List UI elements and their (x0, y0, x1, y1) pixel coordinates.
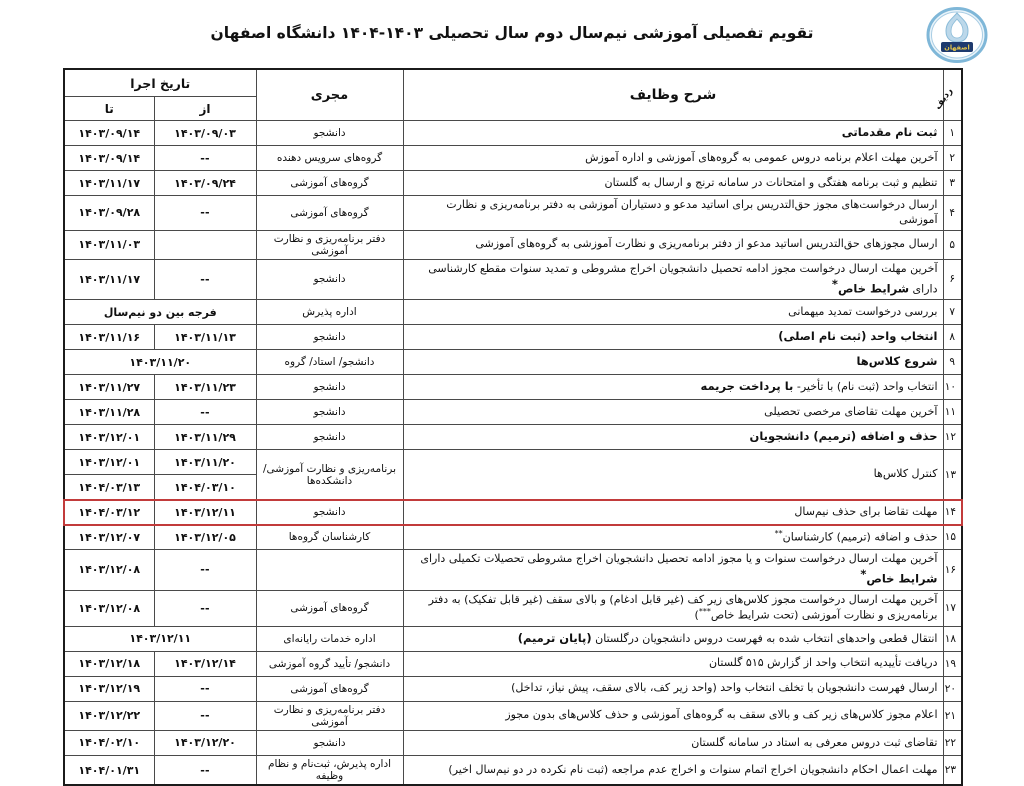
date-from-cell: ۱۴۰۴/۰۳/۱۰ (154, 475, 256, 500)
executor-cell: دانشجو/ استاد/ گروه (256, 350, 403, 375)
date-to-cell: ۱۴۰۳/۱۱/۱۶ (64, 325, 154, 350)
table-row (64, 300, 962, 325)
task-cell (403, 146, 943, 171)
task-cell (403, 676, 943, 701)
task-text-segment: با پرداخت جریمه (700, 379, 794, 394)
date-from-cell: -- (154, 146, 256, 171)
header-tasks: شرح وظایف (403, 69, 943, 121)
date-from-cell: -- (154, 550, 256, 590)
task-text-segment: بررسی درخواست تمدید میهمانی (788, 304, 938, 318)
executor-cell: دانشجو (256, 730, 403, 755)
table-row (64, 730, 962, 755)
table-row (64, 676, 962, 701)
row-number-cell: ۱۱ (943, 400, 962, 425)
task-cell (403, 325, 943, 350)
row-number-cell: ۱۹ (943, 651, 962, 676)
task-text-segment: * (860, 567, 867, 581)
executor-cell: کارشناسان گروه‌ها (256, 525, 403, 550)
task-cell (403, 196, 943, 231)
task-text-segment: تقاضای ثبت دروس معرفی به استاد در سامانه گلستان (691, 735, 938, 749)
row-number-cell: ۱۶ (943, 550, 962, 590)
row-number-cell: ۹ (943, 350, 962, 375)
task-cell (403, 590, 943, 626)
date-from-cell: ۱۴۰۳/۱۱/۲۳ (154, 375, 256, 400)
executor-cell (256, 550, 403, 590)
task-text-segment: مهلت تقاضا برای حذف نیم‌سال (794, 504, 938, 518)
task-text-segment: حذف و اضافه (ترمیم) دانشجویان (749, 429, 938, 444)
row-number-cell: ۲۰ (943, 676, 962, 701)
date-to-cell: ۱۴۰۴/۰۳/۱۲ (64, 500, 154, 525)
date-from-cell: ۱۴۰۳/۱۲/۰۵ (154, 525, 256, 550)
task-cell (403, 375, 943, 400)
executor-cell: دانشجو (256, 259, 403, 299)
executor-cell: دانشجو (256, 325, 403, 350)
row-number-cell: ۱۴ (943, 500, 962, 525)
calendar-table (63, 68, 963, 786)
table-row (64, 350, 962, 375)
date-to-cell: ۱۴۰۳/۱۲/۰۸ (64, 550, 154, 590)
task-cell (403, 525, 943, 550)
task-text-segment: شرایط خاص (866, 571, 938, 586)
row-number-cell: ۲ (943, 146, 962, 171)
date-to-cell: ۱۴۰۳/۰۹/۱۴ (64, 121, 154, 146)
executor-cell: گروه‌های آموزشی (256, 196, 403, 231)
row-number-cell: ۲۳ (943, 755, 962, 785)
task-text-segment: شرایط خاص (837, 281, 910, 296)
task-text-segment: تنظیم و ثبت برنامه هفتگی و امتحانات در سامانه ترنج و ارسال به گلستان (604, 175, 938, 189)
row-number-cell: ۳ (943, 171, 962, 196)
row-number-cell: ۷ (943, 300, 962, 325)
table-row (64, 121, 962, 146)
table-row (64, 755, 962, 785)
task-cell (403, 121, 943, 146)
table-row (64, 550, 962, 590)
executor-cell: دانشجو/ تأیید گروه آموزشی (256, 651, 403, 676)
task-text-segment: حذف و اضافه (ترمیم) کارشناسان (782, 530, 938, 544)
executor-cell: دانشجو (256, 425, 403, 450)
executor-cell: دانشجو (256, 400, 403, 425)
header-row-number (933, 69, 962, 121)
task-cell (403, 730, 943, 755)
task-text-segment: آخرین مهلت اعلام برنامه دروس عمومی به گروه‌های آموزشی و اداره آموزش (585, 150, 938, 164)
task-text-segment: انتخاب واحد (ثبت نام) با تأخیر- (793, 380, 938, 394)
task-cell (403, 259, 943, 299)
executor-cell: اداره پذیرش (256, 300, 403, 325)
task-cell (403, 450, 943, 500)
task-cell (403, 755, 943, 785)
date-from-cell: ۱۴۰۳/۱۲/۱۴ (154, 651, 256, 676)
date-to-cell: ۱۴۰۳/۰۹/۱۴ (64, 146, 154, 171)
task-cell (403, 651, 943, 676)
task-cell (403, 626, 943, 651)
date-from-cell (154, 230, 256, 259)
date-to-cell: ۱۴۰۳/۱۲/۱۹ (64, 676, 154, 701)
executor-cell: اداره پذیرش، ثبت‌نام و نظام وظیفه (256, 755, 403, 785)
table-row (64, 171, 962, 196)
table-row (64, 400, 962, 425)
table-row (64, 651, 962, 676)
task-text-segment: اعلام مجوز کلاس‌های زیر کف و بالای سقف به گروه‌های آموزشی و حذف کلاس‌های بدون مجوز (505, 708, 938, 722)
executor-cell: گروه‌های آموزشی (256, 171, 403, 196)
row-number-cell: ۲۱ (943, 701, 962, 730)
table-row (64, 325, 962, 350)
task-text-segment: آخرین مهلت ارسال درخواست مجوز ادامه تحصیل دانشجویان اخراج مشروطی و تمدید سنوات مقطع کارشناسی دارای (428, 261, 938, 296)
date-to-cell: ۱۴۰۳/۰۹/۲۸ (64, 196, 154, 231)
task-text-segment: کنترل کلاس‌ها (873, 467, 938, 481)
task-text-segment: ارسال فهرست دانشجویان با تخلف انتخاب واحد (واحد زیر کف، بالای سقف، پیش نیاز، تداخل) (511, 681, 938, 695)
date-to-cell: ۱۴۰۴/۰۲/۱۰ (64, 730, 154, 755)
row-number-cell: ۱۵ (943, 525, 962, 550)
table-row (64, 259, 962, 299)
task-text-segment: ثبت نام مقدماتی (841, 125, 938, 140)
date-to-cell: ۱۴۰۳/۱۲/۰۱ (64, 450, 154, 475)
task-text-segment: شروع کلاس‌ها (856, 354, 938, 369)
task-text-segment: *** (698, 607, 711, 617)
calendar-table-header (64, 69, 962, 121)
header-date-to: تا (64, 97, 154, 121)
date-merged-cell: ۱۴۰۳/۱۲/۱۱ (64, 626, 256, 651)
date-to-cell: ۱۴۰۴/۰۱/۳۱ (64, 755, 154, 785)
task-cell (403, 550, 943, 590)
date-from-cell: -- (154, 676, 256, 701)
task-cell (403, 425, 943, 450)
task-text-segment: انتقال قطعی واحدهای انتخاب شده به فهرست دروس دانشجویان درگلستان (591, 631, 938, 645)
header-date-group: تاریخ اجرا (64, 69, 256, 97)
table-row (64, 701, 962, 730)
header-row-number-label: ردیف (933, 85, 955, 112)
date-from-cell: ۱۴۰۳/۱۲/۲۰ (154, 730, 256, 755)
table-row (64, 450, 962, 475)
date-to-cell: ۱۴۰۳/۱۱/۲۸ (64, 400, 154, 425)
table-row (64, 500, 962, 525)
executor-cell: دانشجو (256, 375, 403, 400)
row-number-cell: ۵ (943, 230, 962, 259)
row-number-cell: ۱۰ (943, 375, 962, 400)
date-to-cell: ۱۴۰۳/۱۲/۰۷ (64, 525, 154, 550)
date-merged-cell: فرجه بین دو نیم‌سال (64, 300, 256, 325)
task-cell (403, 230, 943, 259)
date-from-cell: -- (154, 701, 256, 730)
executor-cell: دانشجو (256, 121, 403, 146)
task-text-segment: آخرین مهلت ارسال درخواست مجوز کلاس‌های زیر کف (غیر قابل ادغام) و بالای سقف (غیر قابل تفکیک) به دفتر برنامه‌ریزی و نظارت آموزشی (تحت شرایط خاص (428, 592, 938, 622)
task-cell (403, 171, 943, 196)
date-to-cell: ۱۴۰۳/۱۱/۱۷ (64, 259, 154, 299)
header-executor: مجری (256, 69, 403, 121)
task-text-segment: ارسال درخواست‌های مجوز حق‌التدریس برای اساتید مدعو و دستیاران آموزشی به دفتر برنامه‌ریزی و نظارت آموزشی (446, 198, 938, 226)
table-row (64, 196, 962, 231)
task-cell (403, 350, 943, 375)
date-to-cell: ۱۴۰۳/۱۲/۰۱ (64, 425, 154, 450)
date-from-cell: -- (154, 590, 256, 626)
task-text-segment: دریافت تأییدیه انتخاب واحد از گزارش ۵۱۵ گلستان (708, 656, 938, 670)
date-to-cell: ۱۴۰۳/۱۲/۲۲ (64, 701, 154, 730)
date-from-cell: -- (154, 196, 256, 231)
table-row (64, 375, 962, 400)
table-row (64, 425, 962, 450)
table-row (64, 590, 962, 626)
row-number-cell: ۲۲ (943, 730, 962, 755)
task-text-segment: * (831, 276, 838, 291)
table-row (64, 230, 962, 259)
task-text-segment: ** (774, 528, 783, 538)
table-row (64, 146, 962, 171)
date-to-cell: ۱۴۰۳/۱۱/۰۳ (64, 230, 154, 259)
table-row (64, 525, 962, 550)
task-text-segment: آخرین مهلت تقاضای مرخصی تحصیلی (764, 404, 938, 418)
page-header (0, 0, 1024, 62)
row-number-cell: ۶ (943, 259, 962, 299)
date-merged-cell: ۱۴۰۳/۱۱/۲۰ (64, 350, 256, 375)
header-date-from: از (154, 97, 256, 121)
executor-cell: گروه‌های سرویس دهنده (256, 146, 403, 171)
date-from-cell: ۱۴۰۳/۱۲/۱۱ (154, 500, 256, 525)
date-from-cell: ۱۴۰۳/۱۱/۲۰ (154, 450, 256, 475)
task-text-segment: (پایان ترمیم) (517, 630, 592, 645)
date-to-cell: ۱۴۰۳/۱۱/۲۷ (64, 375, 154, 400)
task-cell (403, 400, 943, 425)
row-number-cell: ۱۸ (943, 626, 962, 651)
date-from-cell: ۱۴۰۳/۱۱/۱۳ (154, 325, 256, 350)
row-number-cell: ۱۳ (943, 450, 962, 500)
date-to-cell: ۱۴۰۳/۱۱/۱۷ (64, 171, 154, 196)
university-logo-text: اصفهان (944, 43, 970, 52)
page-title: تقویم تفصیلی آموزشی نیم‌سال دوم سال تحصیلی ۱۴۰۳-۱۴۰۴ دانشگاه اصفهان (210, 24, 814, 42)
date-from-cell: ۱۴۰۳/۰۹/۰۳ (154, 121, 256, 146)
date-from-cell: -- (154, 400, 256, 425)
row-number-cell: ۸ (943, 325, 962, 350)
executor-cell: اداره خدمات رایانه‌ای (256, 626, 403, 651)
task-cell (403, 701, 943, 730)
row-number-cell: ۴ (943, 196, 962, 231)
executor-cell: گروه‌های آموزشی (256, 676, 403, 701)
date-to-cell: ۱۴۰۳/۱۲/۱۸ (64, 651, 154, 676)
task-text-segment: ) (694, 609, 699, 622)
executor-cell: دانشجو (256, 500, 403, 525)
row-number-cell: ۱۷ (943, 590, 962, 626)
task-text-segment: مهلت اعمال احکام دانشجویان اخراج اتمام سنوات و اخراج عدم مراجعه (ثبت نام نکرده در دو نیم‌سال اخیر) (448, 762, 938, 776)
date-from-cell: ۱۴۰۳/۰۹/۲۴ (154, 171, 256, 196)
task-text-segment: انتخاب واحد (ثبت نام اصلی) (778, 329, 938, 344)
executor-cell: گروه‌های آموزشی (256, 590, 403, 626)
date-from-cell: ۱۴۰۳/۱۱/۲۹ (154, 425, 256, 450)
task-text-segment: آخرین مهلت ارسال درخواست سنوات و یا مجوز ادامه تحصیل دانشجویان اخراج مشروطی تحصیلات تکمیلی دارای (420, 552, 938, 566)
executor-cell: دفتر برنامه‌ریزی و نظارت آموزشی (256, 701, 403, 730)
date-from-cell: -- (154, 259, 256, 299)
date-to-cell: ۱۴۰۳/۱۲/۰۸ (64, 590, 154, 626)
task-cell (403, 300, 943, 325)
task-text-segment: ارسال مجوزهای حق‌التدریس اساتید مدعو از دفتر برنامه‌ریزی و نظارت آموزشی به گروه‌های آموزشی (475, 237, 938, 251)
table-row (64, 626, 962, 651)
row-number-cell: ۱ (943, 121, 962, 146)
date-from-cell: -- (154, 755, 256, 785)
row-number-cell: ۱۲ (943, 425, 962, 450)
task-cell (403, 500, 943, 525)
calendar-table-body (64, 121, 962, 786)
date-to-cell: ۱۴۰۴/۰۳/۱۳ (64, 475, 154, 500)
executor-cell: برنامه‌ریزی و نظارت آموزشی/ دانشکده‌ها (256, 450, 403, 500)
executor-cell: دفتر برنامه‌ریزی و نظارت آموزشی (256, 230, 403, 259)
